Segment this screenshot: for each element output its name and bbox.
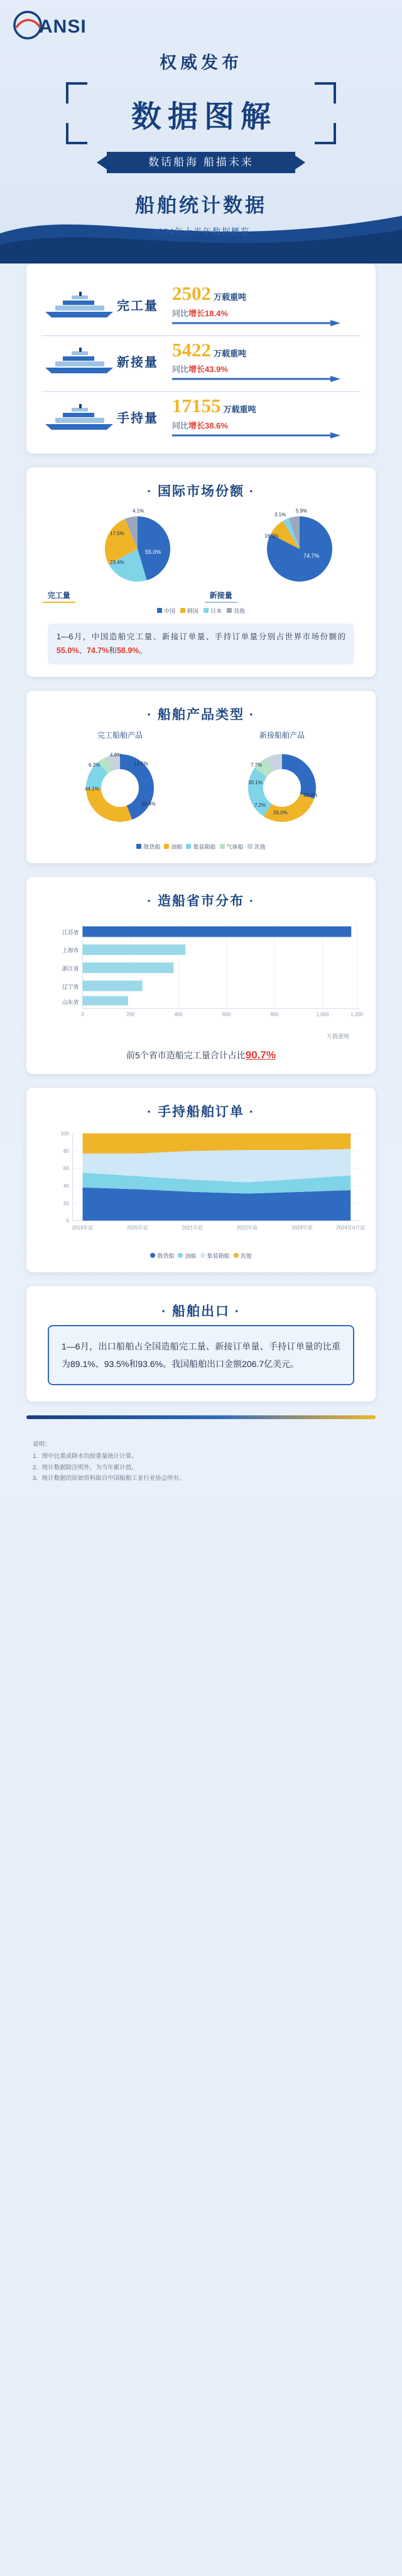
arrow-right-icon [172,432,342,439]
kpi-row-completed [41,280,361,336]
pie-label-other: 5.9% [296,508,308,514]
kpi-value: 5422 [172,338,211,361]
footer-note-3: 3．统计数据的原始资料取自中国船舶工业行业协会所有。 [33,1475,185,1482]
xtick-400: 400 [174,1011,183,1018]
decorative-divider [26,1415,376,1419]
donut-chart-group [39,730,363,840]
donut-label-bulk: 44.1% [85,785,99,792]
pie-label-japan: 3.1% [274,511,286,518]
bar-label-liaoning: 辽宁省 [62,983,79,990]
kpi-delta-value: 增长38.6% [188,420,228,430]
export-body: 1—6月，出口船舶占全国造船完工量、新接订单量、手持订单量的比重为89.1%、93.5%和93.6%。我国船舶出口金额206.7亿美元。 [48,1325,354,1385]
xlabel-2024h1: 2024年6月底 [336,1225,366,1231]
kpi-row-new-orders [41,336,361,393]
legend-item-other [247,843,266,851]
xlabel-2020: 2020年底 [127,1225,148,1231]
province-bar-chart [45,916,364,1040]
ytick-80: 80 [63,1148,69,1154]
header-ribbon: 数话船海 船描未来 [107,152,295,173]
province-card [26,877,376,1074]
page-title: 数据图解 [131,100,277,134]
legend-label: 日本 [210,607,222,614]
orders-area-svg [45,1127,369,1246]
card-title: · 船舶出口 · [161,1304,241,1319]
legend-label: 其他 [254,843,266,850]
legend-label: 气体船 [226,843,244,850]
legend-label: 其他 [240,1252,252,1259]
ship-icon [41,346,117,375]
arrow-right-icon [172,376,342,382]
kpi-unit: 万载重吨 [223,405,256,415]
market-share-card [26,467,376,677]
footer-note-2: 2．统计数据除注明外，为当年累计值。 [33,1464,138,1471]
legend-item-korea [180,607,198,615]
donut-caption: 新接船舶产品 [259,730,305,740]
kpi-delta [172,419,361,431]
ship-icon [41,403,117,432]
donut-label-container: 26.0% [273,809,288,816]
market-share-note: 1—6月，中国造船完工量、新接订单量、手持订单量分别占世界市场份额的 55.0%、74.7%和58.9%。 [48,624,354,664]
legend-label: 集装箱船 [193,843,216,850]
legend-item-china [157,607,175,615]
legend-item-japan [204,607,222,615]
arrow-right-icon [172,320,342,326]
xlabel-2019: 2019年底 [72,1225,94,1231]
legend-item-tanker [178,1252,196,1260]
kpi-label: 新接量 [117,355,158,370]
province-highlight-value: 90.7% [245,1048,276,1061]
footer-note-1: 1．图中比重或降水均按重量统计计算。 [33,1453,138,1461]
ytick-60: 60 [63,1165,69,1171]
pie-chart-completed [39,504,201,604]
bar-label-zhejiang: 浙江省 [62,965,79,972]
kpi-card [26,263,376,454]
donut-label-bulk: 30.1% [248,779,263,785]
legend-item-tanker [164,843,182,851]
ytick-100: 100 [60,1131,69,1137]
ytick-40: 40 [63,1183,69,1189]
kpi-value: 17155 [172,395,221,417]
bar-jiangsu [83,926,352,937]
legend-label: 中国 [163,607,175,614]
kpi-delta-prefix: 同比 [172,308,189,318]
kpi-delta-prefix: 同比 [172,365,189,375]
orders-area-chart [45,1127,366,1249]
kpi-unit: 万载重吨 [214,348,247,358]
legend-label: 韩国 [187,607,198,614]
ansi-logo [11,9,87,44]
legend-item-container-ship [186,843,215,851]
card-title: · 造船省市分布 · [147,893,255,908]
pie-svg-completed [78,504,197,598]
card-title: · 手持船舶订单 · [147,1104,255,1119]
pie-label-japan: 23.4% [110,559,124,565]
page-eyebrow: 权威发布 [160,53,242,72]
pie-chart-new-orders [201,504,363,604]
ytick-20: 20 [63,1200,69,1206]
kpi-unit: 万载重吨 [214,292,247,302]
kpi-delta [172,307,361,319]
xtick-200: 200 [126,1011,135,1018]
xlabel-2023: 2023年底 [291,1225,313,1231]
kpi-delta-value: 增长18.4% [188,308,228,318]
share-value-backlog: 58.9% [116,646,139,656]
kpi-delta-prefix: 同比 [172,420,189,430]
corner-top-right [315,82,336,104]
province-highlight-text: 前5个省市造船完工量合计占比 [126,1050,246,1060]
pie-label-other: 4.1% [133,508,144,514]
legend-item-container-ship [200,1252,230,1260]
legend-label: 集装箱船 [207,1252,230,1259]
kpi-delta [172,363,361,375]
footer-title: 说明： [33,1440,51,1448]
bar-label-shanghai: 上海市 [62,947,79,954]
card-title: · 船舶产品类型 · [147,707,255,722]
pie-legend [39,607,363,615]
legend-label: 散货船 [157,1252,175,1259]
orders-card [26,1088,376,1272]
xlabel-2022: 2022年底 [236,1225,258,1231]
bar-unit-label: 万载重吨 [326,1033,349,1040]
page-footer [26,1430,376,1498]
province-highlight [39,1049,363,1062]
legend-item-bulk-carrier [136,843,160,851]
corner-top-left [66,82,87,104]
pie-svg-new-orders [240,504,359,598]
donut-label-container: 14.5% [134,760,148,767]
kpi-label: 手持量 [117,412,158,426]
bar-label-shandong: 山东省 [62,999,79,1006]
xlabel-2021: 2021年底 [182,1225,203,1231]
page-header [0,0,402,263]
xtick-600: 600 [222,1011,231,1018]
pie-label-korea: 17.5% [110,530,124,536]
donut-label-gas: 4.8% [110,752,122,758]
main-title-box [66,82,336,144]
bar-shandong [83,996,128,1005]
pie-label-china: 55.0% [145,548,161,555]
product-type-card [26,691,376,863]
legend-label: 油船 [185,1252,197,1259]
donut-caption: 完工船舶产品 [97,730,143,740]
pie-caption: 完工量 [43,590,75,603]
ship-icon [41,290,117,319]
kpi-delta-value: 增长43.9% [188,365,228,375]
legend-item-bulk-carrier [150,1252,174,1260]
xtick-800: 800 [270,1011,279,1018]
legend-label: 油船 [171,843,183,850]
legend-item-gas-carrier [220,843,244,851]
donut-label-tanker: 30.4% [141,801,156,807]
kpi-value: 2502 [172,282,211,304]
donut-label-gas: 7.2% [254,802,266,808]
page-period: 2024年上半年数据概览 [152,226,250,237]
bar-liaoning [83,981,143,991]
corner-bottom-left [66,123,87,144]
legend-label: 散货船 [143,843,161,850]
kpi-row-backlog [41,392,361,440]
page-subtitle: 船舶统计数据 [135,194,267,216]
xtick-1200: 1,200 [350,1011,364,1018]
pie-chart-group [39,504,363,604]
legend-item-other [227,607,245,615]
donut-chart-new-orders [201,730,363,840]
donut-label-tanker: 29.0% [303,792,318,798]
pie-caption: 新接量 [205,590,237,603]
donut-label-other: 6.2% [89,762,100,768]
corner-bottom-right [315,123,336,144]
legend-item-other [234,1252,252,1260]
province-bar-svg [45,916,369,1029]
donut-svg-completed [60,743,180,837]
svg-text:ANSI: ANSI [39,16,87,37]
share-value-completed: 55.0% [57,646,79,656]
bar-zhejiang [83,962,174,973]
pie-label-china: 74.7% [303,552,320,559]
legend-label: 其他 [234,607,246,614]
bar-label-jiangsu: 江苏省 [62,929,79,936]
xtick-1000: 1,000 [316,1011,329,1018]
orders-legend [39,1252,363,1260]
export-card [26,1286,376,1402]
donut-chart-completed [39,730,201,840]
ytick-0: 0 [66,1218,69,1224]
pie-label-korea: 16.3% [264,533,279,539]
donut-label-other: 7.7% [251,762,263,768]
xtick-0: 0 [81,1011,84,1018]
bar-shanghai [83,944,186,955]
donut-svg-new-orders [222,743,342,837]
share-value-new: 74.7% [86,646,109,656]
kpi-label: 完工量 [117,299,158,314]
card-title: · 国际市场份额 · [147,484,255,499]
donut-legend [39,843,363,851]
